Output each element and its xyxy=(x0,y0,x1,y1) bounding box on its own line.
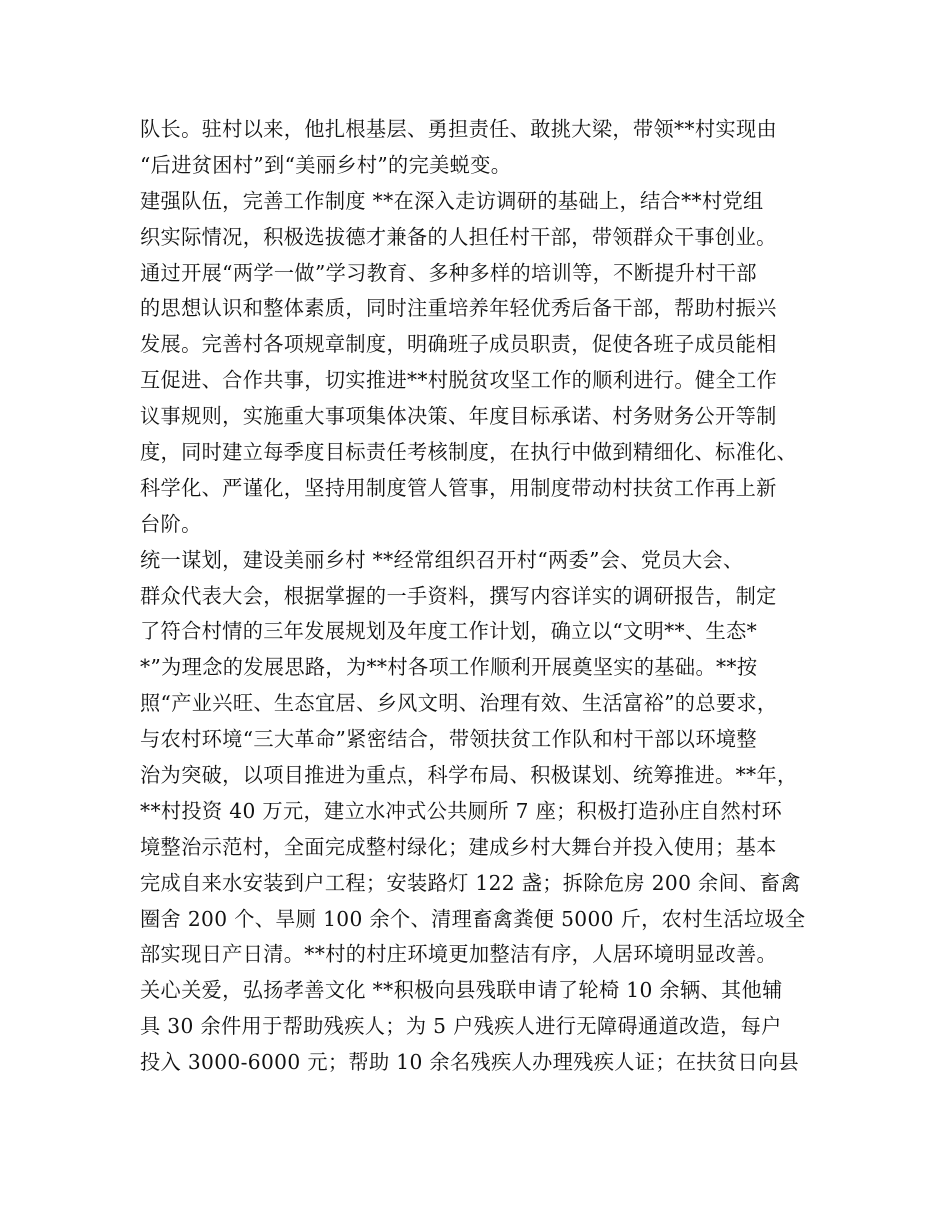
text-line: 互促进、合作共事，切实推进**村脱贫攻坚工作的顺利进行。健全工作 xyxy=(140,368,778,393)
text-line: 境整治示范村，全面完成整村绿化；建成乡村大舞台并投入使用；基本 xyxy=(140,834,777,859)
text-line: 具 30 余件用于帮助残疾人；为 5 户残疾人进行无障碍通道改造，每户 xyxy=(140,1014,782,1039)
text-line: 发展。完善村各项规章制度，明确班子成员职责，促使各班子成员能相 xyxy=(140,332,777,357)
text-line: 统一谋划，建设美丽乡村 **经常组织召开村“两委”会、党员大会、 xyxy=(140,547,744,572)
text-line: 织实际情况，积极选拔德才兼备的人担任村干部，带领群众干事创业。 xyxy=(140,224,777,249)
text-line: 度，同时建立每季度目标责任考核制度，在执行中做到精细化、标准化、 xyxy=(140,440,798,465)
text-line: “后进贫困村”到“美丽乡村”的完美蜕变。 xyxy=(140,152,512,177)
text-line: 的思想认识和整体素质，同时注重培养年轻优秀后备干部，帮助村振兴 xyxy=(140,296,777,321)
text-line: 关心关爱，弘扬孝善文化 **积极向县残联申请了轮椅 10 余辆、其他辅 xyxy=(140,978,783,1003)
text-line: 队长。驻村以来，他扎根基层、勇担责任、敢挑大梁，带领**村实现由 xyxy=(140,117,778,141)
text-line: 了符合村情的三年发展规划及年度工作计划，确立以“文明**、生态* xyxy=(140,619,758,644)
text-line: *”为理念的发展思路，为**村各项工作顺利开展奠坚实的基础。**按 xyxy=(140,655,758,680)
text-line: 建强队伍，完善工作制度 **在深入走访调研的基础上，结合**村党组 xyxy=(140,188,764,213)
text-line: 群众代表大会，根据掌握的一手资料，撰写内容详实的调研报告，制定 xyxy=(140,583,777,608)
text-line: **村投资 40 万元，建立水冲式公共厕所 7 座；积极打造孙庄自然村环 xyxy=(140,798,783,823)
text-line: 与农村环境“三大革命”紧密结合，带领扶贫工作队和村干部以环境整 xyxy=(140,727,757,752)
text-line: 圈舍 200 个、旱厕 100 余个、清理畜禽粪便 5000 斤，农村生活垃圾全 xyxy=(140,906,806,931)
text-line: 台阶。 xyxy=(140,511,202,536)
text-line: 治为突破，以项目推进为重点，科学布局、积极谋划、统筹推进。**年， xyxy=(140,763,798,788)
text-line: 照“产业兴旺、生态宜居、乡风文明、治理有效、生活富裕”的总要求， xyxy=(140,691,778,716)
document-body xyxy=(140,112,840,1081)
text-line: 完成自来水安装到户工程；安装路灯 122 盏；拆除危房 200 余间、畜禽 xyxy=(140,870,801,895)
text-line: 议事规则，实施重大事项集体决策、年度目标承诺、村务财务公开等制 xyxy=(140,404,777,429)
text-line: 通过开展“两学一做”学习教育、多种多样的培训等，不断提升村干部 xyxy=(140,260,757,285)
text-line: 部实现日产日清。**村的村庄环境更加整洁有序，人居环境明显改善。 xyxy=(140,942,778,967)
text-line: 科学化、严谨化，坚持用制度管人管事，用制度带动村扶贫工作再上新 xyxy=(140,475,777,500)
text-line: 投入 3000-6000 元；帮助 10 余名残疾人办理残疾人证；在扶贫日向县 xyxy=(140,1050,800,1075)
